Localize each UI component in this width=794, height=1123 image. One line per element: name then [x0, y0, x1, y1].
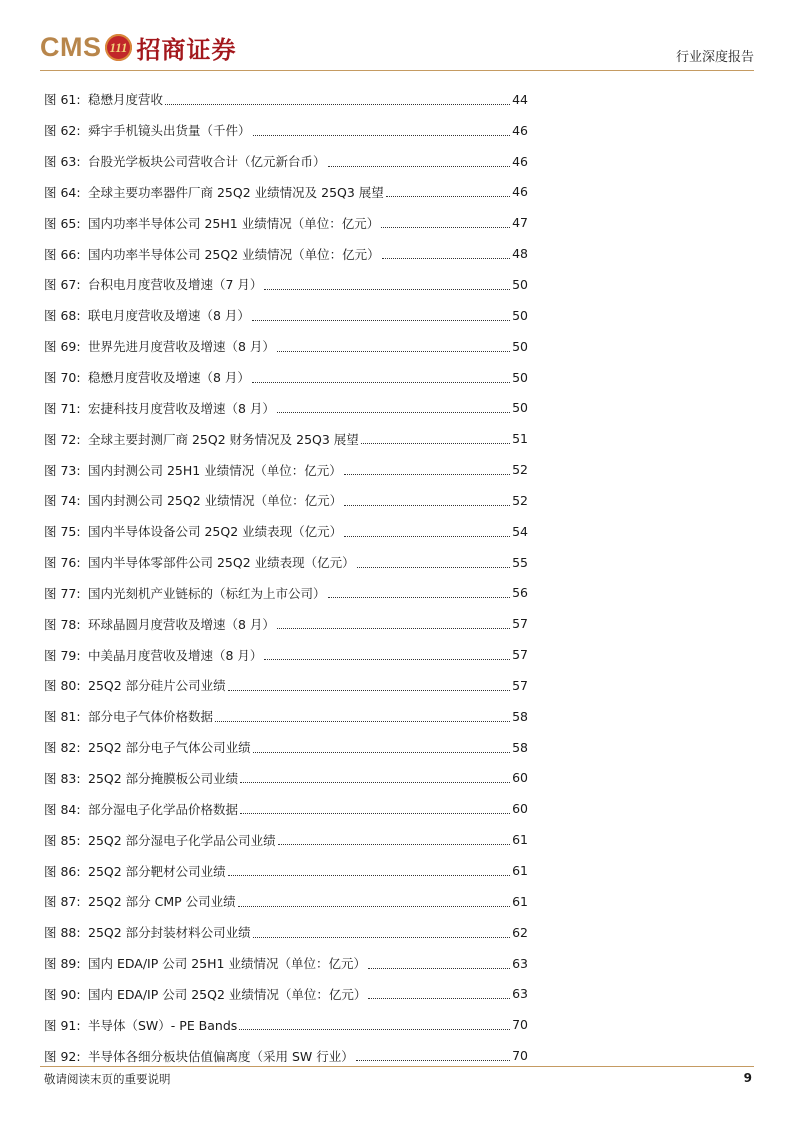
figure-page-number: 57 [512, 677, 528, 693]
figure-title: 稳懋月度营收 [88, 92, 164, 108]
figure-title: 宏捷科技月度营收及增速（8 月） [88, 400, 275, 416]
figure-title: 国内封测公司 25Q2 业绩情况（单位：亿元） [88, 493, 343, 509]
dot-leader [361, 443, 510, 444]
toc-entry[interactable] [44, 639, 528, 670]
dot-leader [368, 998, 510, 999]
figure-number: 图 61: [44, 92, 81, 108]
svg-text:111: 111 [108, 40, 128, 55]
toc-entry[interactable] [44, 238, 528, 269]
toc-entry[interactable] [44, 115, 528, 146]
figure-number: 图 81: [44, 709, 81, 725]
figure-page-number: 70 [512, 1048, 528, 1064]
figure-title: 25Q2 部分封装材料公司业绩 [88, 925, 251, 941]
figure-number: 图 92: [44, 1048, 81, 1064]
dot-leader [277, 628, 510, 629]
toc-entry[interactable] [44, 485, 528, 516]
figure-page-number: 61 [512, 893, 528, 909]
figure-number: 图 69: [44, 339, 81, 355]
figure-title: 国内 EDA/IP 公司 25H1 业绩情况（单位：亿元） [88, 956, 366, 972]
figure-number: 图 77: [44, 585, 81, 601]
footer-divider [40, 1066, 754, 1067]
figure-page-number: 47 [512, 215, 528, 231]
dot-leader [240, 782, 510, 783]
figure-page-number: 57 [512, 616, 528, 632]
dot-leader [264, 659, 510, 660]
figure-list [44, 84, 528, 1071]
figure-title: 25Q2 部分电子气体公司业绩 [88, 740, 251, 756]
figure-page-number: 63 [512, 955, 528, 971]
figure-title: 国内半导体设备公司 25Q2 业绩表现（亿元） [88, 524, 343, 540]
figure-page-number: 50 [512, 369, 528, 385]
toc-entry[interactable] [44, 763, 528, 794]
figure-title: 中美晶月度营收及增速（8 月） [88, 647, 263, 663]
toc-entry[interactable] [44, 608, 528, 639]
toc-entry[interactable] [44, 207, 528, 238]
toc-entry[interactable] [44, 824, 528, 855]
figure-number: 图 76: [44, 555, 81, 571]
figure-number: 图 84: [44, 801, 81, 817]
figure-title: 25Q2 部分掩膜板公司业绩 [88, 770, 239, 786]
figure-title: 世界先进月度营收及增速（8 月） [88, 339, 275, 355]
toc-entry[interactable] [44, 732, 528, 763]
dot-leader [386, 196, 510, 197]
logo-text: CMS [40, 32, 102, 62]
header-divider [40, 70, 754, 71]
logo-chinese-name: 招商证券 [136, 35, 237, 64]
toc-entry[interactable] [44, 516, 528, 547]
dot-leader [328, 597, 511, 598]
figure-page-number: 44 [512, 91, 528, 107]
toc-entry[interactable] [44, 177, 528, 208]
toc-entry[interactable] [44, 331, 528, 362]
figure-number: 图 85: [44, 832, 81, 848]
figure-title: 25Q2 部分硅片公司业绩 [88, 678, 226, 694]
dot-leader [264, 289, 510, 290]
figure-number: 图 64: [44, 184, 81, 200]
figure-number: 图 72: [44, 431, 81, 447]
figure-title: 全球主要功率器件厂商 25Q2 业绩情况及 25Q3 展望 [88, 184, 384, 200]
figure-number: 图 67: [44, 277, 81, 293]
dot-leader [328, 166, 511, 167]
figure-number: 图 73: [44, 462, 81, 478]
toc-entry[interactable] [44, 670, 528, 701]
toc-entry[interactable] [44, 547, 528, 578]
toc-entry[interactable] [44, 300, 528, 331]
figure-title: 环球晶圆月度营收及增速（8 月） [88, 616, 275, 632]
figure-page-number: 63 [512, 986, 528, 1002]
toc-entry[interactable] [44, 392, 528, 423]
dot-leader [344, 474, 510, 475]
figure-page-number: 50 [512, 276, 528, 292]
figure-title: 半导体各细分板块估值偏离度（采用 SW 行业） [88, 1048, 354, 1064]
figure-number: 图 75: [44, 524, 81, 540]
figure-page-number: 46 [512, 153, 528, 169]
dot-leader [215, 721, 510, 722]
figure-page-number: 51 [512, 431, 528, 447]
figure-number: 图 66: [44, 246, 81, 262]
figure-number: 图 70: [44, 370, 81, 386]
figure-title: 台股光学板块公司营收合计（亿元新台币） [88, 154, 326, 170]
figure-title: 国内 EDA/IP 公司 25Q2 业绩情况（单位：亿元） [88, 986, 367, 1002]
figure-page-number: 60 [512, 770, 528, 786]
figure-number: 图 82: [44, 740, 81, 756]
dot-leader [356, 1060, 510, 1061]
dot-leader [253, 135, 511, 136]
figure-title: 部分电子气体价格数据 [88, 709, 214, 725]
figure-page-number: 62 [512, 924, 528, 940]
dot-leader [381, 227, 510, 228]
dot-leader [368, 968, 510, 969]
figure-number: 图 62: [44, 123, 81, 139]
toc-entry[interactable] [44, 84, 528, 115]
page-header [40, 24, 754, 70]
dot-leader [252, 320, 510, 321]
toc-entry[interactable] [44, 948, 528, 979]
figure-page-number: 52 [512, 462, 528, 478]
toc-entry[interactable] [44, 454, 528, 485]
toc-entry[interactable] [44, 917, 528, 948]
figure-page-number: 54 [512, 523, 528, 539]
toc-entry[interactable] [44, 578, 528, 609]
dot-leader [228, 690, 510, 691]
figure-number: 图 83: [44, 770, 81, 786]
dot-leader [253, 752, 510, 753]
dot-leader [278, 844, 510, 845]
figure-number: 图 87: [44, 894, 81, 910]
figure-page-number: 60 [512, 801, 528, 817]
dot-leader [382, 258, 510, 259]
toc-entry[interactable] [44, 978, 528, 1009]
dot-leader [253, 937, 510, 938]
figure-number: 图 68: [44, 308, 81, 324]
figure-title: 全球主要封测厂商 25Q2 财务情况及 25Q3 展望 [88, 431, 359, 447]
figure-title: 25Q2 部分靶材公司业绩 [88, 863, 226, 879]
figure-title: 稳懋月度营收及增速（8 月） [88, 370, 250, 386]
figure-title: 国内封测公司 25H1 业绩情况（单位：亿元） [88, 462, 342, 478]
page-number: 9 [743, 1071, 752, 1085]
figure-title: 国内半导体零部件公司 25Q2 业绩表现（亿元） [88, 555, 355, 571]
dot-leader [165, 104, 510, 105]
figure-number: 图 78: [44, 616, 81, 632]
toc-entry[interactable] [44, 793, 528, 824]
toc-entry[interactable] [44, 855, 528, 886]
figure-number: 图 80: [44, 678, 81, 694]
figure-page-number: 56 [512, 585, 528, 601]
figure-number: 图 88: [44, 925, 81, 941]
toc-entry[interactable] [44, 362, 528, 393]
dot-leader [240, 813, 510, 814]
figure-page-number: 57 [512, 647, 528, 663]
figure-page-number: 52 [512, 492, 528, 508]
cms-logo [40, 30, 237, 65]
figure-page-number: 55 [512, 554, 528, 570]
figure-title: 国内功率半导体公司 25H1 业绩情况（单位：亿元） [88, 215, 380, 231]
figure-title: 部分湿电子化学品价格数据 [88, 801, 239, 817]
dot-leader [238, 906, 510, 907]
dot-leader [344, 505, 510, 506]
figure-title: 台积电月度营收及增速（7 月） [88, 277, 263, 293]
figure-number: 图 63: [44, 154, 81, 170]
dot-leader [344, 536, 510, 537]
figure-page-number: 58 [512, 739, 528, 755]
figure-number: 图 90: [44, 986, 81, 1002]
figure-page-number: 58 [512, 708, 528, 724]
dot-leader [228, 875, 510, 876]
figure-title: 国内功率半导体公司 25Q2 业绩情况（单位：亿元） [88, 246, 380, 262]
figure-page-number: 50 [512, 400, 528, 416]
figure-title: 舜宇手机镜头出货量（千件） [88, 123, 251, 139]
dot-leader [239, 1029, 510, 1030]
figure-number: 图 71: [44, 400, 81, 416]
figure-title: 半导体（SW）- PE Bands [88, 1017, 238, 1033]
figure-page-number: 61 [512, 832, 528, 848]
toc-entry[interactable] [44, 423, 528, 454]
figure-page-number: 46 [512, 184, 528, 200]
toc-entry[interactable] [44, 269, 528, 300]
figure-number: 图 86: [44, 863, 81, 879]
figure-title: 25Q2 部分湿电子化学品公司业绩 [88, 832, 276, 848]
figure-number: 图 65: [44, 215, 81, 231]
figure-title: 国内光刻机产业链标的（标红为上市公司） [88, 585, 326, 601]
dot-leader [277, 351, 510, 352]
dot-leader [252, 382, 510, 383]
figure-number: 图 74: [44, 493, 81, 509]
disclaimer-note: 敬请阅读末页的重要说明 [44, 1072, 171, 1086]
toc-entry[interactable] [44, 1009, 528, 1040]
toc-entry[interactable] [44, 146, 528, 177]
figure-page-number: 48 [512, 246, 528, 262]
figure-page-number: 50 [512, 307, 528, 323]
figure-page-number: 46 [512, 122, 528, 138]
figure-page-number: 70 [512, 1017, 528, 1033]
figure-title: 联电月度营收及增速（8 月） [88, 308, 250, 324]
figure-title: 25Q2 部分 CMP 公司业绩 [88, 894, 236, 910]
toc-entry[interactable] [44, 886, 528, 917]
toc-entry[interactable] [44, 701, 528, 732]
figure-page-number: 61 [512, 863, 528, 879]
dot-leader [277, 412, 510, 413]
logo-emblem-icon [105, 34, 132, 61]
figure-page-number: 50 [512, 338, 528, 354]
figure-number: 图 91: [44, 1017, 81, 1033]
figure-number: 图 89: [44, 956, 81, 972]
figure-number: 图 79: [44, 647, 81, 663]
report-type-label: 行业深度报告 [675, 50, 754, 65]
dot-leader [357, 567, 510, 568]
